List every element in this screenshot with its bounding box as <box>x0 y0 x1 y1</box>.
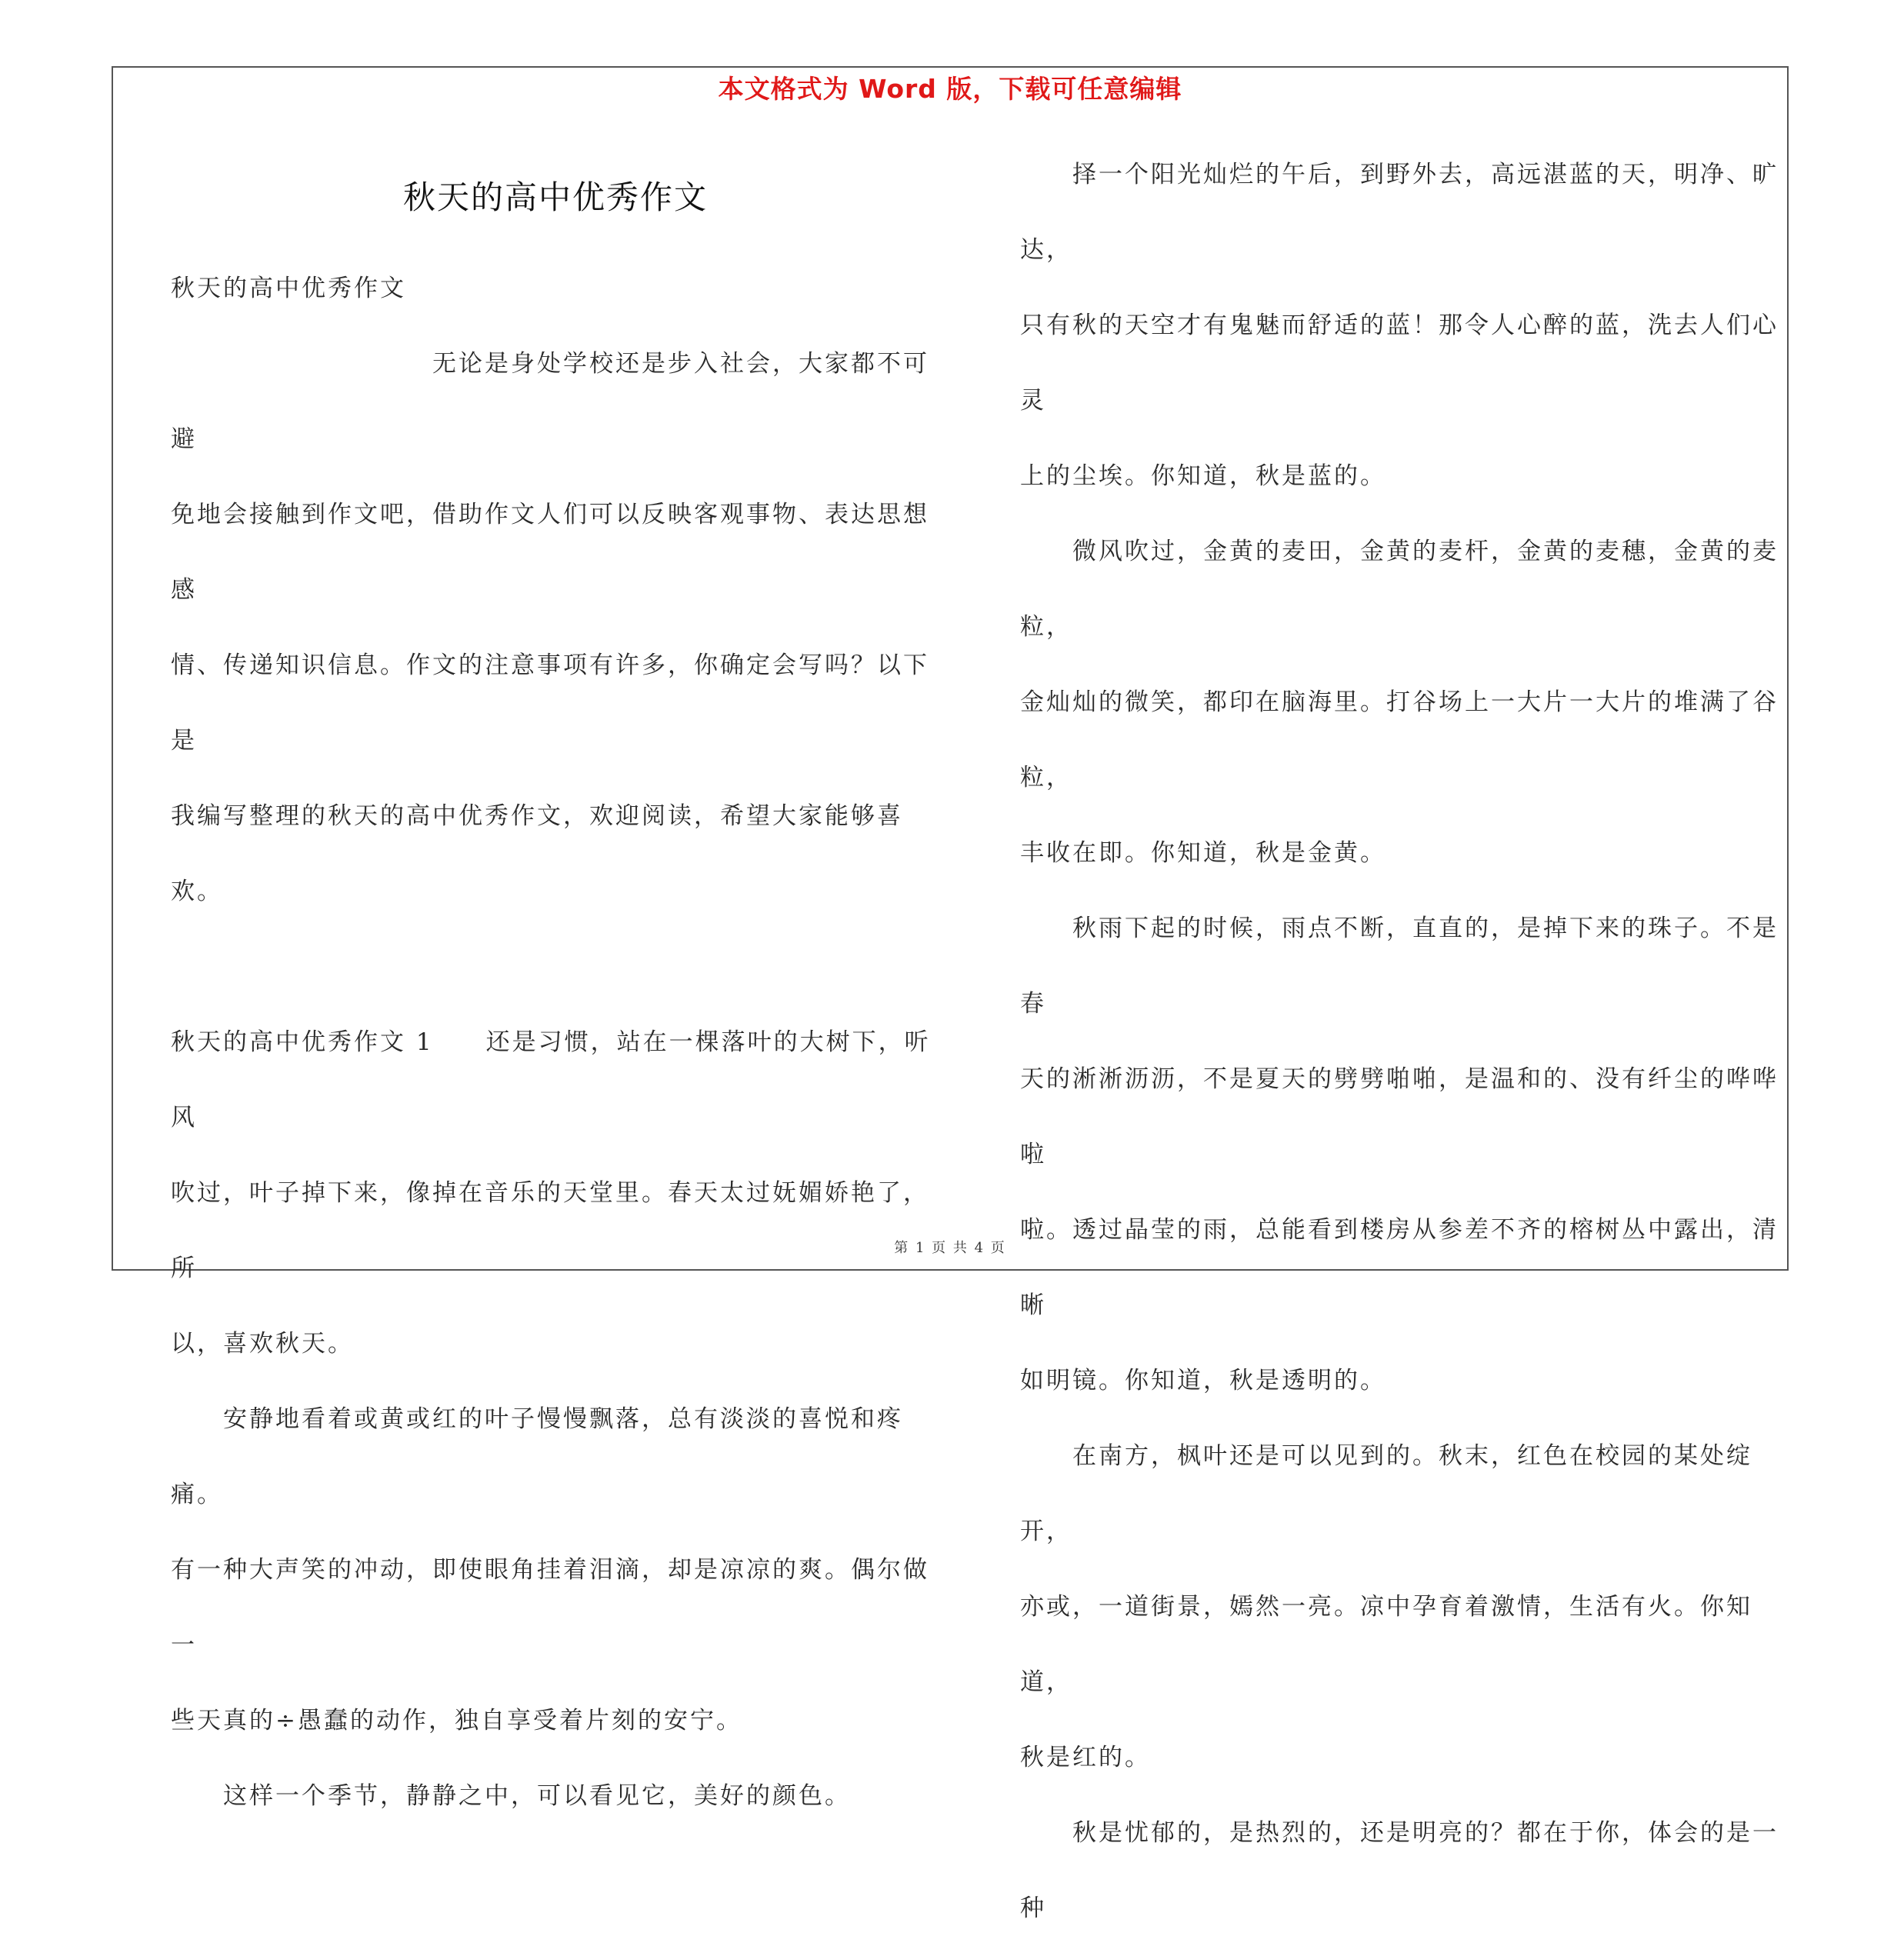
text-line: 这样一个季节，静静之中，可以看见它，美好的颜色。 <box>171 1782 851 1810</box>
text-line: 丰收在即。你知道，秋是金黄。 <box>1020 839 1386 867</box>
text-line: 情、传递知识信息。作文的注意事项有许多，你确定会写吗？以下是 <box>171 651 929 755</box>
text-line: 金灿灿的微笑，都印在脑海里。打谷场上一大片一大片的堆满了谷粒， <box>1020 688 1779 791</box>
right-column <box>1020 137 1789 1946</box>
text-line: 上的尘埃。你知道，秋是蓝的。 <box>1020 462 1386 490</box>
text-line: 秋是红的。 <box>1020 1744 1151 1771</box>
text-line: 择一个阳光灿烂的午后，到野外去，高远湛蓝的天，明净、旷达， <box>1020 161 1779 264</box>
text-line: 免地会接触到作文吧，借助作文人们可以反映客观事物、表达思想感 <box>171 501 929 604</box>
text-line: 吹过，叶子掉下来，像掉在音乐的天堂里。春天太过妩媚娇艳了，所 <box>171 1179 929 1282</box>
text-line: 在南方，枫叶还是可以见到的。秋末，红色在校园的某处绽开， <box>1020 1442 1752 1545</box>
format-banner: 本文格式为 Word 版，下载可任意编辑 <box>718 74 1182 104</box>
text-line: 秋雨下起的时候，雨点不断，直直的，是掉下来的珠子。不是春 <box>1020 915 1779 1018</box>
paragraph-spacer <box>171 929 948 1005</box>
text-line: 微风吹过，金黄的麦田，金黄的麦杆，金黄的麦穗，金黄的麦粒， <box>1020 538 1779 641</box>
text-line: 秋是忧郁的，是热烈的，还是明亮的？都在于你，体会的是一种 <box>1020 1819 1779 1922</box>
text-line: 只有秋的天空才有鬼魅而舒适的蓝！那令人心醉的蓝，洗去人们心灵 <box>1020 312 1779 415</box>
text-line: 我编写整理的秋天的高中优秀作文，欢迎阅读，希望大家能够喜欢。 <box>171 802 903 905</box>
left-column <box>171 251 948 1834</box>
text-line: 啦。透过晶莹的雨，总能看到楼房从参差不齐的榕树丛中露出，清晰 <box>1020 1216 1779 1319</box>
text-line: 安静地看着或黄或红的叶子慢慢飘落，总有淡淡的喜悦和疼痛。 <box>171 1405 903 1508</box>
subtitle-line: 秋天的高中优秀作文 <box>171 275 406 302</box>
page-number: 第 1 页 共 4 页 <box>894 1240 1006 1256</box>
document-title: 秋天的高中优秀作文 <box>402 178 708 216</box>
text-line: 有一种大声笑的冲动，即使眼角挂着泪滴，却是凉凉的爽。偶尔做一 <box>171 1556 929 1659</box>
text-line: 以，喜欢秋天。 <box>171 1330 354 1358</box>
text-line: 秋天的高中优秀作文 1 还是习惯，站在一棵落叶的大树下，听风 <box>171 1028 931 1131</box>
text-line: 亦或，一道街景，嫣然一亮。凉中孕育着激情，生活有火。你知道， <box>1020 1593 1752 1696</box>
text-line: 如明镜。你知道，秋是透明的。 <box>1020 1367 1386 1395</box>
text-line: 天的淅淅沥沥，不是夏天的劈劈啪啪，是温和的、没有纤尘的哗哗啦 <box>1020 1065 1779 1168</box>
text-line: 无论是身处学校还是步入社会，大家都不可避 <box>171 350 929 453</box>
text-line: 些天真的÷愚蠢的动作，独自享受着片刻的安宁。 <box>171 1707 742 1734</box>
